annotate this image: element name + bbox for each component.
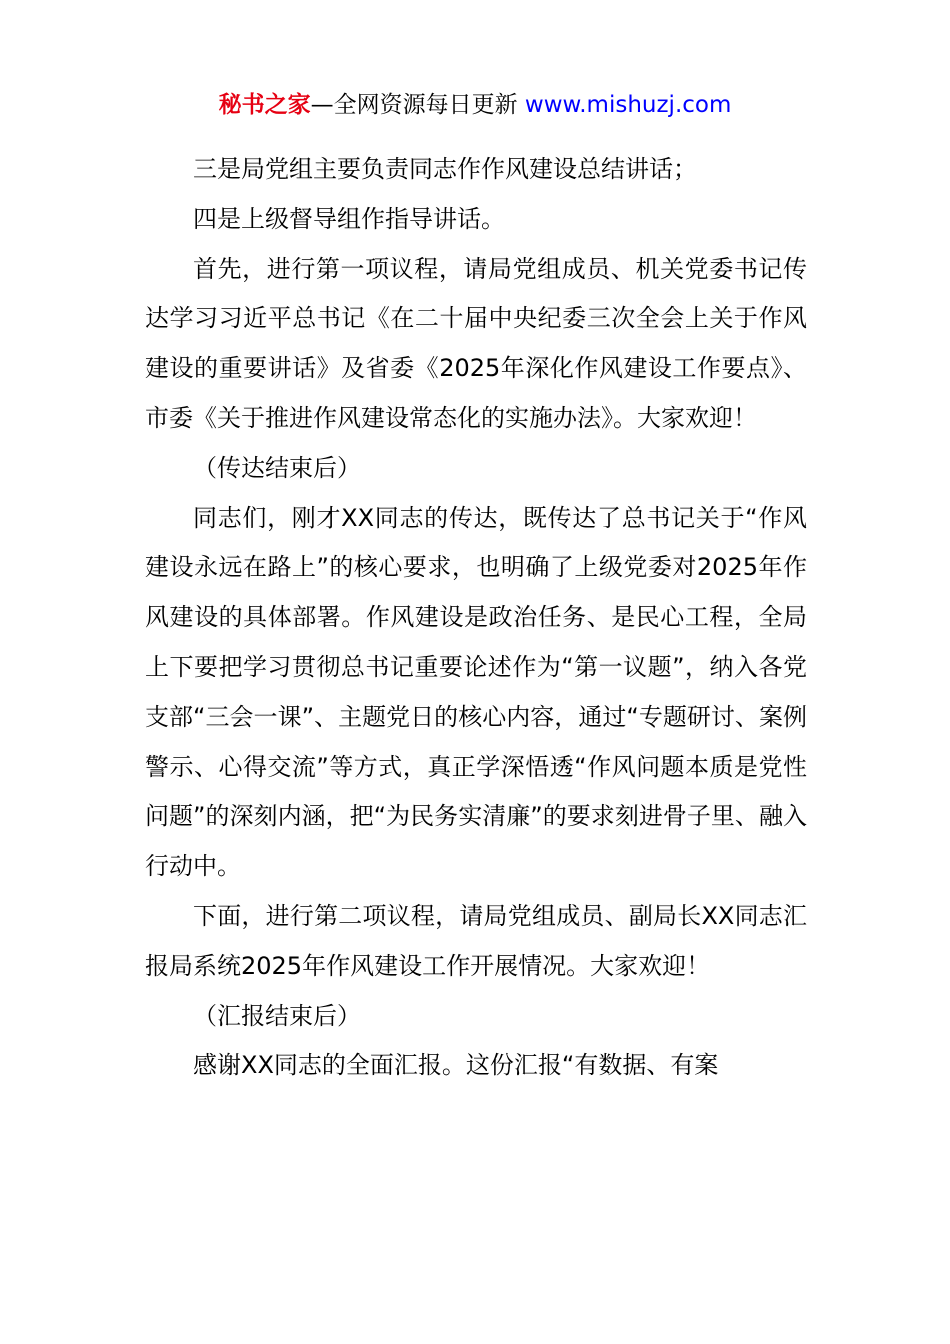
page-header [0, 88, 950, 122]
paragraph: 三是局党组主要负责同志作作风建设总结讲话； [193, 155, 697, 183]
site-url-link[interactable]: www.mishuzj.com [524, 92, 732, 118]
header-tagline: —全网资源每日更新 [310, 92, 525, 118]
paragraph: 同志们，刚才XX同志的传达，既传达了总书记关于“作风建设永远在路上”的核心要求，也明确了上级党委对2025年作风建设的具体部署。作风建设是政治任务、是民心工程，全局上下要把学习贯彻总书记重要论述作为“第一议题”，纳入各党支部“三会一课”、主题党日的核心内容，通过“专题研讨、案例警示、心得交流”等方式，真正学深悟透“作风问题本质是党性问题”的深刻内涵，把“为民务实清廉”的要求刻进骨子里、融入行动中。 [145, 503, 807, 881]
paragraph: 四是上级督导组作指导讲话。 [193, 204, 505, 233]
paragraph: （传达结束后） [193, 453, 361, 482]
paragraph: 下面，进行第二项议程，请局党组成员、副局长XX同志汇报局系统2025年作风建设工作开展情况。大家欢迎！ [145, 901, 807, 980]
document-body [145, 145, 807, 1091]
paragraph: 感谢XX同志的全面汇报。这份汇报“有数据、有案 [193, 1051, 719, 1080]
brand-name: 秘书之家 [218, 92, 311, 118]
paragraph: 首先，进行第一项议程，请局党组成员、机关党委书记传达学习习近平总书记《在二十届中央纪委三次全会上关于作风建设的重要讲话》及省委《2025年深化作风建设工作要点》、市委《关于推进作风建设常态化的实施办法》。大家欢迎！ [145, 254, 807, 432]
paragraph: （汇报结束后） [193, 1001, 361, 1030]
